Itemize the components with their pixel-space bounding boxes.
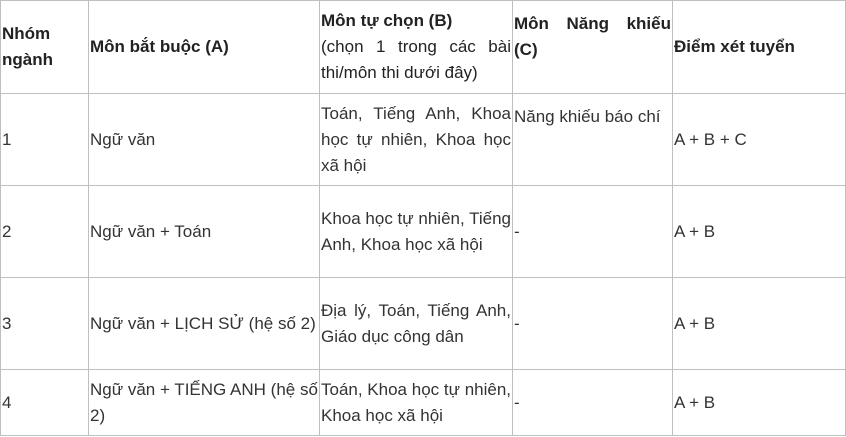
cell-required: Ngữ văn <box>89 94 320 186</box>
cell-talent: - <box>513 278 673 370</box>
cell-talent: - <box>513 370 673 436</box>
cell-group: 4 <box>1 370 89 436</box>
cell-required: Ngữ văn + LỊCH SỬ (hệ số 2) <box>89 278 320 370</box>
header-score: Điểm xét tuyển <box>673 1 846 94</box>
header-elective-note: (chọn 1 trong các bài thi/môn thi dưới đây) <box>321 37 511 82</box>
cell-elective: Địa lý, Toán, Tiếng Anh, Giáo dục công dân <box>320 278 513 370</box>
cell-elective: Toán, Tiếng Anh, Khoa học tự nhiên, Khoa học xã hội <box>320 94 513 186</box>
header-elective-title: Môn tự chọn (B) <box>321 11 453 30</box>
cell-talent: Năng khiếu báo chí <box>513 94 673 186</box>
table-row <box>1 370 846 436</box>
cell-talent: - <box>513 186 673 278</box>
table-row <box>1 94 846 186</box>
cell-group: 1 <box>1 94 89 186</box>
table-header-row <box>1 1 846 94</box>
cell-required: Ngữ văn + Toán <box>89 186 320 278</box>
cell-required: Ngữ văn + TIẾNG ANH (hệ số 2) <box>89 370 320 436</box>
header-required: Môn bắt buộc (A) <box>89 1 320 94</box>
cell-score: A + B <box>673 370 846 436</box>
cell-score: A + B + C <box>673 94 846 186</box>
header-group: Nhóm ngành <box>1 1 89 94</box>
cell-elective: Toán, Khoa học tự nhiên, Khoa học xã hội <box>320 370 513 436</box>
cell-score: A + B <box>673 186 846 278</box>
cell-elective: Khoa học tự nhiên, Tiếng Anh, Khoa học xã hội <box>320 186 513 278</box>
cell-score: A + B <box>673 278 846 370</box>
header-elective <box>320 1 513 94</box>
table-row <box>1 278 846 370</box>
cell-group: 3 <box>1 278 89 370</box>
table-row <box>1 186 846 278</box>
header-talent: Môn Năng khiếu (C) <box>513 1 673 94</box>
cell-group: 2 <box>1 186 89 278</box>
